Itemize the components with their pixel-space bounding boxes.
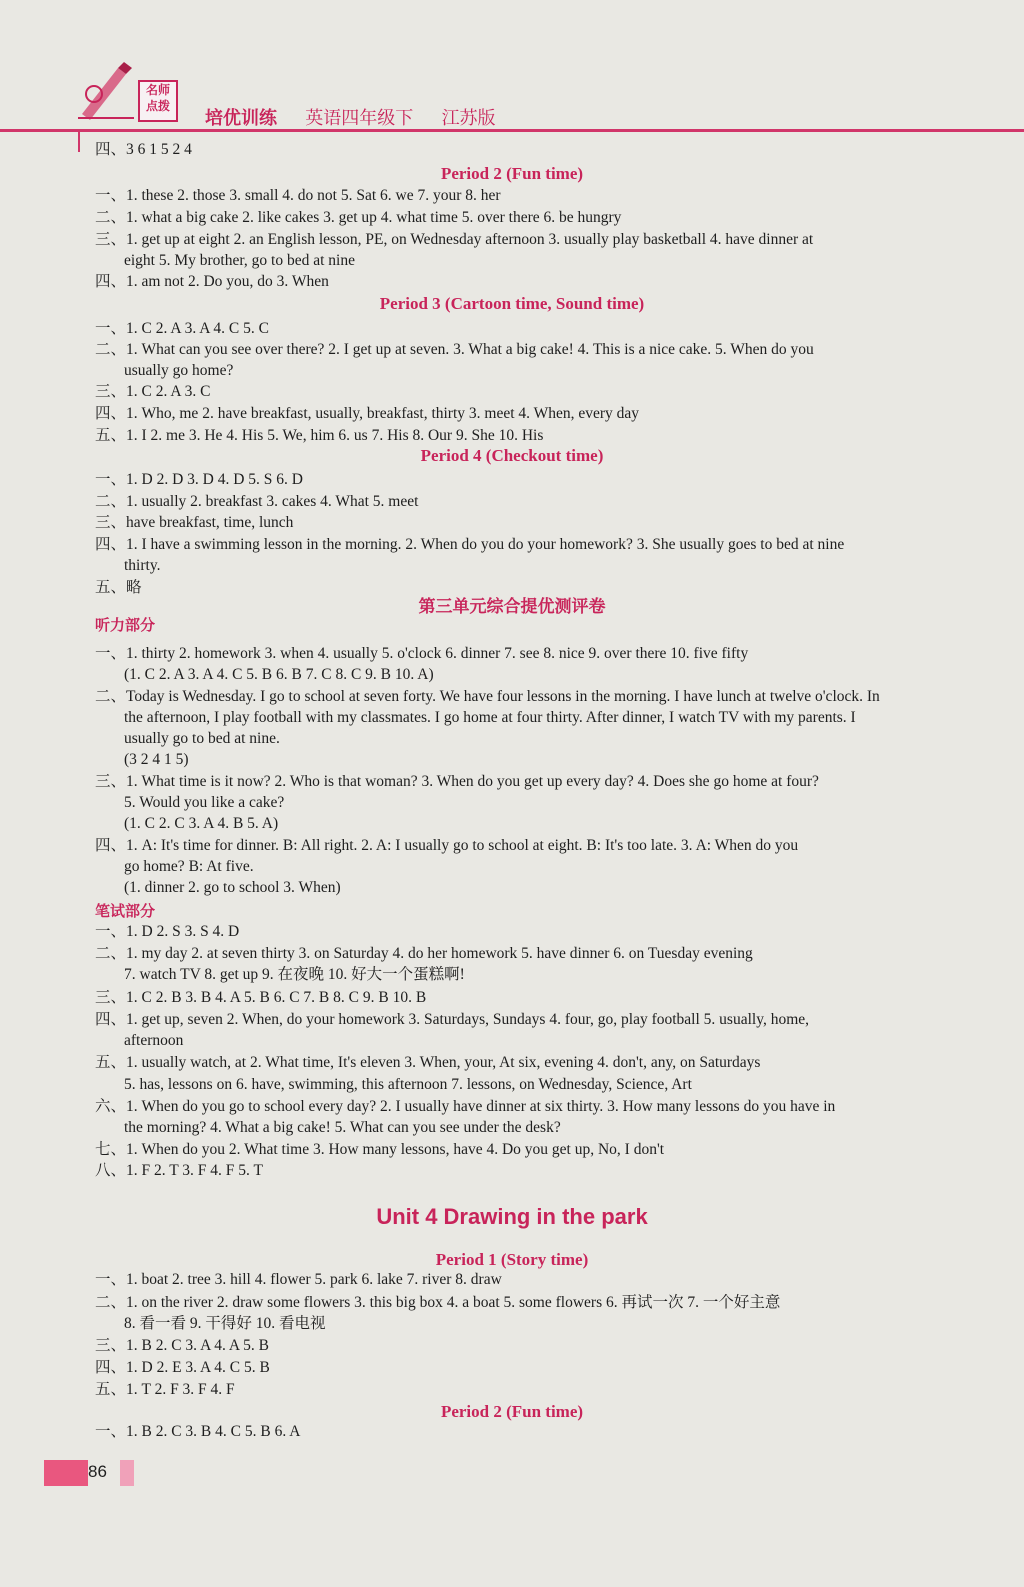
series-badge xyxy=(138,80,178,122)
answer-line: 二、1. usually 2. breakfast 3. cakes 4. What 5. meet xyxy=(95,493,419,510)
answer-line: 三、1. C 2. A 3. C xyxy=(95,383,211,400)
answer-line: 七、1. When do you 2. What time 3. How many lessons, have 4. Do you get up, No, I don't xyxy=(95,1141,665,1158)
answer-line: 四、1. get up, seven 2. When, do your homework 3. Saturdays, Sundays 4. four, go, play football 5. usually, home, xyxy=(95,1011,809,1028)
subject-name: 英语四年级下 xyxy=(305,108,414,129)
answer-line: 三、1. B 2. C 3. A 4. A 5. B xyxy=(95,1337,269,1354)
edition-name: 江苏版 xyxy=(441,108,496,129)
period-heading: Period 1 (Story time) xyxy=(435,1250,589,1269)
book-title xyxy=(205,104,518,130)
answer-line: the afternoon, I play football with my classmates. I go home at four thirty. After dinner, I watch TV with my parents. I xyxy=(124,709,856,726)
answer-line: afternoon xyxy=(124,1032,184,1049)
period-heading: Period 3 (Cartoon time, Sound time) xyxy=(379,294,645,313)
badge-top-text: 名师 xyxy=(145,83,170,97)
answer-line: 一、1. C 2. A 3. A 4. C 5. C xyxy=(95,320,269,337)
writing-label: 笔试部分 xyxy=(95,902,156,920)
margin-rule xyxy=(78,132,80,152)
answer-line: 二、Today is Wednesday. I go to school at seven forty. We have four lessons in the morning. I have lunch at twelve o'clock. In xyxy=(95,688,880,705)
answer-line: 三、1. C 2. B 3. B 4. A 5. B 6. C 7. B 8. C 9. B 10. B xyxy=(95,989,427,1006)
answer-line: 一、1. boat 2. tree 3. hill 4. flower 5. park 6. lake 7. river 8. draw xyxy=(95,1271,502,1288)
answer-line: 5. Would you like a cake? xyxy=(124,794,285,811)
exam-title: 第三单元综合提优测评卷 xyxy=(418,597,606,617)
series-name: 培优训练 xyxy=(205,108,277,129)
pencil-logo-icon xyxy=(78,60,134,120)
answer-line: 五、1. usually watch, at 2. What time, It's eleven 3. When, your, At six, evening 4. don't, any, on Saturdays xyxy=(95,1054,761,1071)
answer-line: eight 5. My brother, go to bed at nine xyxy=(124,252,355,269)
answer-line: 二、1. on the river 2. draw some flowers 3. this big box 4. a boat 5. some flowers 6. 再试一次 7. 一个好主意 xyxy=(95,1294,781,1311)
answer-line: 三、have breakfast, time, lunch xyxy=(95,514,294,531)
answer-line: 7. watch TV 8. get up 9. 在夜晚 10. 好大一个蛋糕啊! xyxy=(124,966,465,983)
page-number-block xyxy=(44,1460,88,1486)
answer-line: 三、1. get up at eight 2. an English lesson, PE, on Wednesday afternoon 3. usually play basketball 4. have dinner at xyxy=(95,231,814,248)
answer-line: the morning? 4. What a big cake! 5. What can you see under the desk? xyxy=(124,1119,561,1136)
answer-line: 五、1. I 2. me 3. He 4. His 5. We, him 6. us 7. His 8. Our 9. She 10. His xyxy=(95,427,544,444)
answer-line: thirty. xyxy=(124,557,161,574)
answer-line: 四、1. Who, me 2. have breakfast, usually, breakfast, thirty 3. meet 4. When, every day xyxy=(95,405,640,422)
header-rule xyxy=(0,129,1024,132)
answer-line: 一、1. these 2. those 3. small 4. do not 5. Sat 6. we 7. your 8. her xyxy=(95,187,501,204)
answer-line: 四、1. A: It's time for dinner. B: All right. 2. A: I usually go to school at eight. B: It's too late. 3. A: When do you xyxy=(95,837,799,854)
answer-line: 一、1. B 2. C 3. B 4. C 5. B 6. A xyxy=(95,1423,301,1440)
answer-line: 8. 看一看 9. 干得好 10. 看电视 xyxy=(124,1315,326,1332)
answer-line: 四、1. D 2. E 3. A 4. C 5. B xyxy=(95,1359,270,1376)
page-number-tab xyxy=(120,1460,134,1486)
answer-line: 一、1. D 2. S 3. S 4. D xyxy=(95,923,240,940)
answer-line: 五、略 xyxy=(95,579,142,596)
period-heading: Period 2 (Fun time) xyxy=(440,164,584,183)
answer-line: (1. C 2. A 3. A 4. C 5. B 6. B 7. C 8. C 9. B 10. A) xyxy=(124,666,434,683)
listening-label: 听力部分 xyxy=(95,616,156,634)
period-heading: Period 4 (Checkout time) xyxy=(420,446,604,465)
answer-line: (3 2 4 1 5) xyxy=(124,751,189,768)
answer-line: 二、1. what a big cake 2. like cakes 3. get up 4. what time 5. over there 6. be hungry xyxy=(95,209,622,226)
answer-line: (1. C 2. C 3. A 4. B 5. A) xyxy=(124,815,279,832)
page-header xyxy=(0,0,1024,140)
answer-line: usually go home? xyxy=(124,362,234,379)
answer-line: 八、1. F 2. T 3. F 4. F 5. T xyxy=(95,1162,263,1179)
answer-line: usually go to bed at nine. xyxy=(124,730,280,747)
answer-line: 一、1. thirty 2. homework 3. when 4. usually 5. o'clock 6. dinner 7. see 8. nice 9. over there 10. five fifty xyxy=(95,645,749,662)
answer-line: 二、1. What can you see over there? 2. I get up at seven. 3. What a big cake! 4. This is a nice cake. 5. When do you xyxy=(95,341,814,358)
answer-line: 四、1. am not 2. Do you, do 3. When xyxy=(95,273,329,290)
answer-line: 六、1. When do you go to school every day? 2. I usually have dinner at six thirty. 3. How many lessons do you have in xyxy=(95,1098,836,1115)
period-heading: Period 2 (Fun time) xyxy=(440,1402,584,1421)
answer-line: go home? B: At five. xyxy=(124,858,254,875)
answer-line: 四、3 6 1 5 2 4 xyxy=(95,141,192,158)
answer-line: 五、1. T 2. F 3. F 4. F xyxy=(95,1381,235,1398)
badge-bottom-text: 点拨 xyxy=(145,99,170,113)
answer-line: 二、1. my day 2. at seven thirty 3. on Saturday 4. do her homework 5. have dinner 6. on Tuesday evening xyxy=(95,945,753,962)
answer-line: 5. has, lessons on 6. have, swimming, this afternoon 7. lessons, on Wednesday, Science, Art xyxy=(124,1076,692,1093)
answer-line: 三、1. What time is it now? 2. Who is that woman? 3. When do you get up every day? 4. Does she go home at four? xyxy=(95,773,819,790)
unit-title: Unit 4 Drawing in the park xyxy=(376,1204,648,1229)
answer-line: (1. dinner 2. go to school 3. When) xyxy=(124,879,341,896)
answer-line: 一、1. D 2. D 3. D 4. D 5. S 6. D xyxy=(95,471,303,488)
page-number: 86 xyxy=(88,1462,107,1481)
answer-line: 四、1. I have a swimming lesson in the morning. 2. When do you do your homework? 3. She usually goes to bed at nine xyxy=(95,536,845,553)
